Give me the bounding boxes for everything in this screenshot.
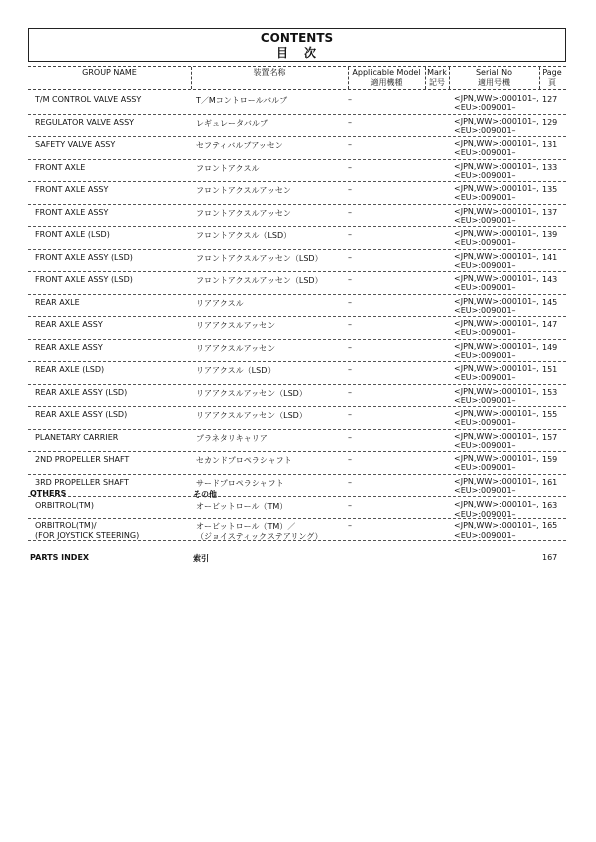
group-name: REAR AXLE (LSD) bbox=[35, 365, 105, 374]
mark-value: – bbox=[348, 252, 352, 262]
page-number: 147 bbox=[542, 320, 558, 329]
serial-eu: <EU>:009001– bbox=[454, 238, 516, 247]
group-name: REGULATOR VALVE ASSY bbox=[35, 117, 135, 127]
table-row[interactable] bbox=[28, 250, 566, 273]
serial-eu: <EU>:009001– bbox=[454, 463, 516, 472]
group-name: 3RD PROPELLER SHAFT bbox=[35, 477, 129, 487]
title-japanese: 目 次 bbox=[275, 46, 318, 60]
serial-jpn-ww: <JPN,WW>:000101–, bbox=[454, 319, 539, 328]
title-box bbox=[28, 28, 566, 62]
column-header bbox=[28, 66, 566, 90]
table-row[interactable] bbox=[28, 340, 566, 363]
serial-eu: <EU>:009001– bbox=[454, 328, 516, 337]
table-row[interactable] bbox=[28, 475, 566, 498]
page-label-jp: 頁 bbox=[548, 78, 556, 87]
group-name: REAR AXLE bbox=[35, 297, 80, 307]
group-name: REAR AXLE ASSY bbox=[35, 320, 103, 329]
group-name: PLANETARY CARRIER bbox=[35, 432, 119, 442]
serial-jpn-ww: <JPN,WW>:000101–, bbox=[454, 94, 539, 103]
device-name: リアアクスルアッセン bbox=[196, 321, 276, 330]
mark-value: – bbox=[348, 275, 352, 284]
mark-value: – bbox=[348, 365, 352, 374]
parts-index-link[interactable]: PARTS INDEX bbox=[30, 553, 90, 562]
mark-value: – bbox=[348, 455, 352, 464]
page-number: 145 bbox=[542, 297, 558, 307]
table-row[interactable] bbox=[28, 137, 566, 160]
page-number: 127 bbox=[542, 95, 558, 104]
serial-eu: <EU>:009001– bbox=[454, 373, 516, 382]
page-number: 165 bbox=[542, 521, 558, 530]
device-name: フロントアクスルアッセン bbox=[196, 208, 291, 218]
applicable-model-label: Applicable Model bbox=[352, 68, 421, 77]
device-name: レギュレータバルブ bbox=[196, 118, 268, 128]
page-number: 143 bbox=[542, 275, 558, 284]
title-english: CONTENTS bbox=[260, 31, 334, 45]
device-name: リアアクスルアッセン（LSD） bbox=[196, 388, 307, 398]
applicable-model-label-jp: 適用機種 bbox=[370, 78, 403, 87]
page-number: 157 bbox=[542, 432, 558, 442]
table-row[interactable] bbox=[28, 160, 566, 183]
serial-jpn-ww: <JPN,WW>:000101–, bbox=[454, 409, 539, 418]
device-name: フロントアクスルアッセン（LSD） bbox=[196, 253, 323, 263]
device-name: フロントアクスルアッセン（LSD） bbox=[196, 276, 323, 285]
page-label: Page bbox=[542, 68, 562, 77]
table-row[interactable] bbox=[28, 519, 566, 541]
group-name: ORBITROL(TM) bbox=[35, 501, 94, 510]
others-heading: OTHERS bbox=[30, 489, 67, 498]
serial-jpn-ww: <JPN,WW>:000101–, bbox=[454, 161, 539, 171]
serial-eu: <EU>:009001– bbox=[454, 103, 516, 112]
group-name: FRONT AXLE ASSY (LSD) bbox=[35, 275, 133, 284]
parts-index-jp: 索引 bbox=[193, 554, 209, 563]
serial-eu: <EU>:009001– bbox=[454, 215, 516, 225]
page-number: 135 bbox=[542, 185, 558, 194]
serial-eu: <EU>:009001– bbox=[454, 440, 516, 450]
serial-eu: <EU>:009001– bbox=[454, 260, 516, 270]
mark-value: – bbox=[348, 501, 352, 510]
device-name: リアアクスル bbox=[196, 298, 244, 308]
device-name: オービットロール（TM） bbox=[196, 502, 288, 511]
page-number: 129 bbox=[542, 117, 558, 127]
mark-header bbox=[425, 68, 449, 90]
serial-eu: <EU>:009001– bbox=[454, 125, 516, 135]
group-name: FRONT AXLE bbox=[35, 162, 86, 172]
mark-label-jp: 記号 bbox=[429, 78, 445, 87]
page-number: 163 bbox=[542, 501, 558, 510]
table-row[interactable] bbox=[28, 317, 566, 340]
table-row[interactable] bbox=[28, 498, 566, 519]
table-row[interactable] bbox=[28, 115, 566, 138]
device-name-header: 装置名称 bbox=[253, 68, 286, 77]
device-name: プラネタリキャリア bbox=[196, 433, 268, 443]
table-row[interactable] bbox=[28, 272, 566, 295]
serial-eu: <EU>:009001– bbox=[454, 170, 516, 180]
group-name: REAR AXLE ASSY bbox=[35, 342, 103, 352]
serial-eu: <EU>:009001– bbox=[454, 485, 516, 495]
device-name: フロントアクスルアッセン bbox=[196, 186, 291, 195]
mark-value: – bbox=[348, 432, 352, 442]
group-name-header: GROUP NAME bbox=[82, 68, 137, 77]
page-number: 131 bbox=[542, 140, 558, 149]
serial-jpn-ww: <JPN,WW>:000101–, bbox=[454, 274, 539, 283]
group-name-line1: ORBITROL(TM)/ bbox=[35, 521, 97, 530]
device-name: フロントアクスル bbox=[196, 163, 260, 173]
table-row[interactable] bbox=[28, 452, 566, 475]
device-name: リアアクスルアッセン bbox=[196, 343, 276, 353]
serial-eu: <EU>:009001– bbox=[454, 148, 516, 157]
serial-eu: <EU>:009001– bbox=[454, 350, 516, 360]
serial-eu: <EU>:009001– bbox=[454, 395, 516, 405]
group-name: FRONT AXLE ASSY bbox=[35, 207, 109, 217]
mark-label: Mark bbox=[427, 68, 447, 77]
table-row[interactable] bbox=[28, 92, 566, 115]
serial-jpn-ww: <JPN,WW>:000101–, bbox=[454, 431, 539, 441]
serial-eu: <EU>:009001– bbox=[454, 531, 516, 540]
serial-no-header bbox=[449, 68, 539, 90]
group-name: REAR AXLE ASSY (LSD) bbox=[35, 410, 128, 419]
device-name: セカンドプロペラシャフト bbox=[196, 456, 292, 465]
mark-value: – bbox=[348, 207, 352, 217]
serial-eu: <EU>:009001– bbox=[454, 193, 516, 202]
mark-value: – bbox=[348, 117, 352, 127]
table-row[interactable] bbox=[28, 227, 566, 250]
group-name: T/M CONTROL VALVE ASSY bbox=[35, 95, 142, 104]
serial-eu: <EU>:009001– bbox=[454, 305, 516, 315]
serial-jpn-ww: <JPN,WW>:000101–, bbox=[454, 296, 539, 306]
table-row[interactable] bbox=[28, 362, 566, 385]
others-heading-jp: その他 bbox=[193, 490, 217, 499]
page-number: 139 bbox=[542, 230, 558, 239]
table-row[interactable] bbox=[28, 295, 566, 318]
page-number: 155 bbox=[542, 410, 558, 419]
parts-index-page: 167 bbox=[542, 553, 558, 562]
serial-no-label-jp: 適用号機 bbox=[478, 78, 510, 87]
applicable-model-header bbox=[348, 68, 425, 90]
mark-value: – bbox=[348, 521, 352, 530]
device-name: リアアクスル（LSD） bbox=[196, 366, 276, 375]
mark-value: – bbox=[348, 320, 352, 329]
serial-jpn-ww: <JPN,WW>:000101–, bbox=[454, 206, 539, 216]
serial-jpn-ww: <JPN,WW>:000101–, bbox=[454, 521, 539, 530]
serial-jpn-ww: <JPN,WW>:000101–, bbox=[454, 386, 539, 396]
group-name: 2ND PROPELLER SHAFT bbox=[35, 455, 130, 464]
page-number: 149 bbox=[542, 342, 558, 352]
mark-value: – bbox=[348, 95, 352, 104]
serial-jpn-ww: <JPN,WW>:000101–, bbox=[454, 341, 539, 351]
device-name: サードプロペラシャフト bbox=[196, 478, 284, 488]
table-row[interactable] bbox=[28, 205, 566, 228]
serial-jpn-ww: <JPN,WW>:000101–, bbox=[454, 116, 539, 126]
device-name: T／Mコントロールバルブ bbox=[196, 96, 288, 105]
contents-table bbox=[28, 92, 566, 497]
serial-no-label: Serial No bbox=[475, 68, 513, 77]
device-name-line2: （ジョイスティックステアリング） bbox=[196, 532, 323, 541]
mark-value: – bbox=[348, 410, 352, 419]
mark-value: – bbox=[348, 477, 352, 487]
serial-eu: <EU>:009001– bbox=[454, 283, 516, 292]
mark-value: – bbox=[348, 342, 352, 352]
serial-jpn-ww: <JPN,WW>:000101–, bbox=[454, 476, 539, 486]
serial-jpn-ww: <JPN,WW>:000101–, bbox=[454, 500, 539, 509]
serial-eu: <EU>:009001– bbox=[454, 510, 516, 519]
table-row[interactable] bbox=[28, 407, 566, 430]
serial-jpn-ww: <JPN,WW>:000101–, bbox=[454, 229, 539, 238]
page-header bbox=[539, 68, 565, 90]
mark-value: – bbox=[348, 297, 352, 307]
group-name: SAFETY VALVE ASSY bbox=[35, 140, 116, 149]
page-number: 151 bbox=[542, 365, 558, 374]
device-name-line1: オービットロール（TM）／ bbox=[196, 522, 296, 531]
table-row[interactable] bbox=[28, 385, 566, 408]
table-row[interactable] bbox=[28, 182, 566, 205]
page-number: 159 bbox=[542, 455, 558, 464]
table-row[interactable] bbox=[28, 430, 566, 453]
serial-eu: <EU>:009001– bbox=[454, 418, 516, 427]
device-name: セフティバルブアッセン bbox=[196, 141, 283, 150]
serial-jpn-ww: <JPN,WW>:000101–, bbox=[454, 454, 539, 463]
group-name-line2: (FOR JOYSTICK STEERING) bbox=[35, 531, 140, 540]
group-name: FRONT AXLE ASSY (LSD) bbox=[35, 252, 133, 262]
page-number: 137 bbox=[542, 207, 558, 217]
group-name: REAR AXLE ASSY (LSD) bbox=[35, 387, 128, 397]
group-name: FRONT AXLE (LSD) bbox=[35, 230, 110, 239]
serial-jpn-ww: <JPN,WW>:000101–, bbox=[454, 251, 539, 261]
mark-value: – bbox=[348, 230, 352, 239]
page-number: 141 bbox=[542, 252, 558, 262]
page-number: 133 bbox=[542, 162, 558, 172]
device-name: リアアクスルアッセン（LSD） bbox=[196, 411, 307, 420]
mark-value: – bbox=[348, 140, 352, 149]
mark-value: – bbox=[348, 162, 352, 172]
page-number: 161 bbox=[542, 477, 558, 487]
page-number: 153 bbox=[542, 387, 558, 397]
group-name: FRONT AXLE ASSY bbox=[35, 185, 109, 194]
serial-jpn-ww: <JPN,WW>:000101–, bbox=[454, 184, 539, 193]
mark-value: – bbox=[348, 185, 352, 194]
serial-jpn-ww: <JPN,WW>:000101–, bbox=[454, 139, 539, 148]
mark-value: – bbox=[348, 387, 352, 397]
serial-jpn-ww: <JPN,WW>:000101–, bbox=[454, 364, 539, 373]
device-name: フロントアクスル（LSD） bbox=[196, 231, 292, 240]
